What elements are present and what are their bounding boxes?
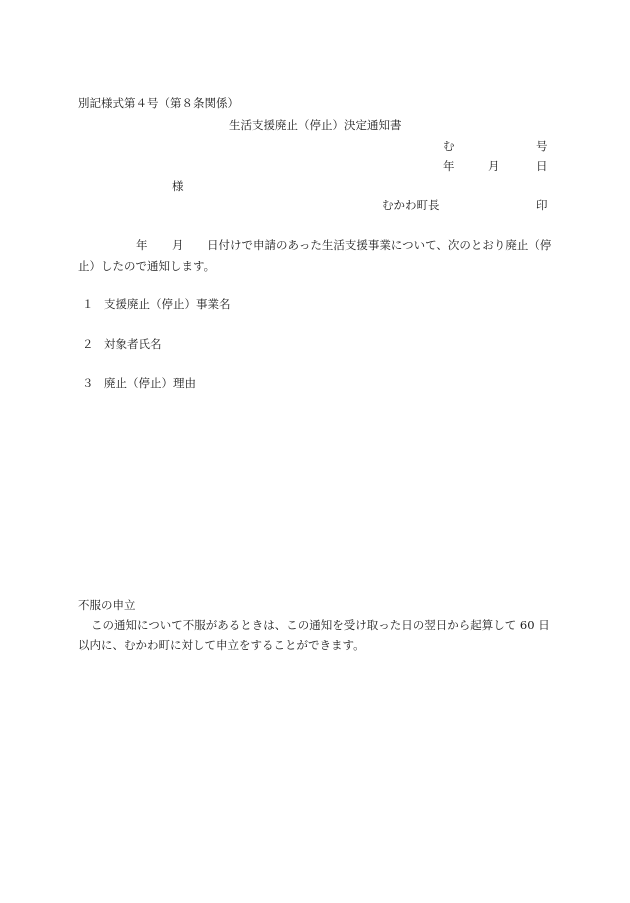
- item-3-label: 廃止（停止）理由: [104, 376, 196, 390]
- form-id: 別記様式第４号（第８条関係）: [78, 96, 239, 110]
- body-line-1: 日付けで申請のあった生活支援事業について、次のとおり廃止（停: [207, 238, 552, 252]
- item-1-label: 支援廃止（停止）事業名: [104, 297, 231, 311]
- document-title: 生活支援廃止（停止）決定通知書: [229, 118, 402, 132]
- body-year: 年: [136, 238, 148, 252]
- item-3-number: ３: [82, 376, 94, 390]
- date-year: 年: [443, 159, 455, 173]
- body-line-2: 止）したので通知します。: [78, 259, 216, 273]
- item-2-number: ２: [82, 337, 94, 351]
- doc-number-suffix: 号: [536, 139, 548, 153]
- date-day: 日: [536, 159, 548, 173]
- item-1-number: １: [82, 297, 94, 311]
- doc-number-prefix: む: [443, 139, 455, 153]
- item-2-label: 対象者氏名: [104, 337, 162, 351]
- issuer-name: むかわ町長: [382, 198, 440, 212]
- appeal-line-1: この通知について不服があるときは、この通知を受け取った日の翌日から起算して 60 日: [91, 618, 550, 632]
- body-month: 月: [172, 238, 184, 252]
- addressee-suffix: 様: [172, 179, 184, 193]
- date-month: 月: [488, 159, 500, 173]
- appeal-line-2: 以内に、むかわ町に対して申立をすることができます。: [78, 638, 365, 652]
- appeal-heading: 不服の申立: [78, 598, 136, 612]
- seal-mark: 印: [536, 198, 548, 212]
